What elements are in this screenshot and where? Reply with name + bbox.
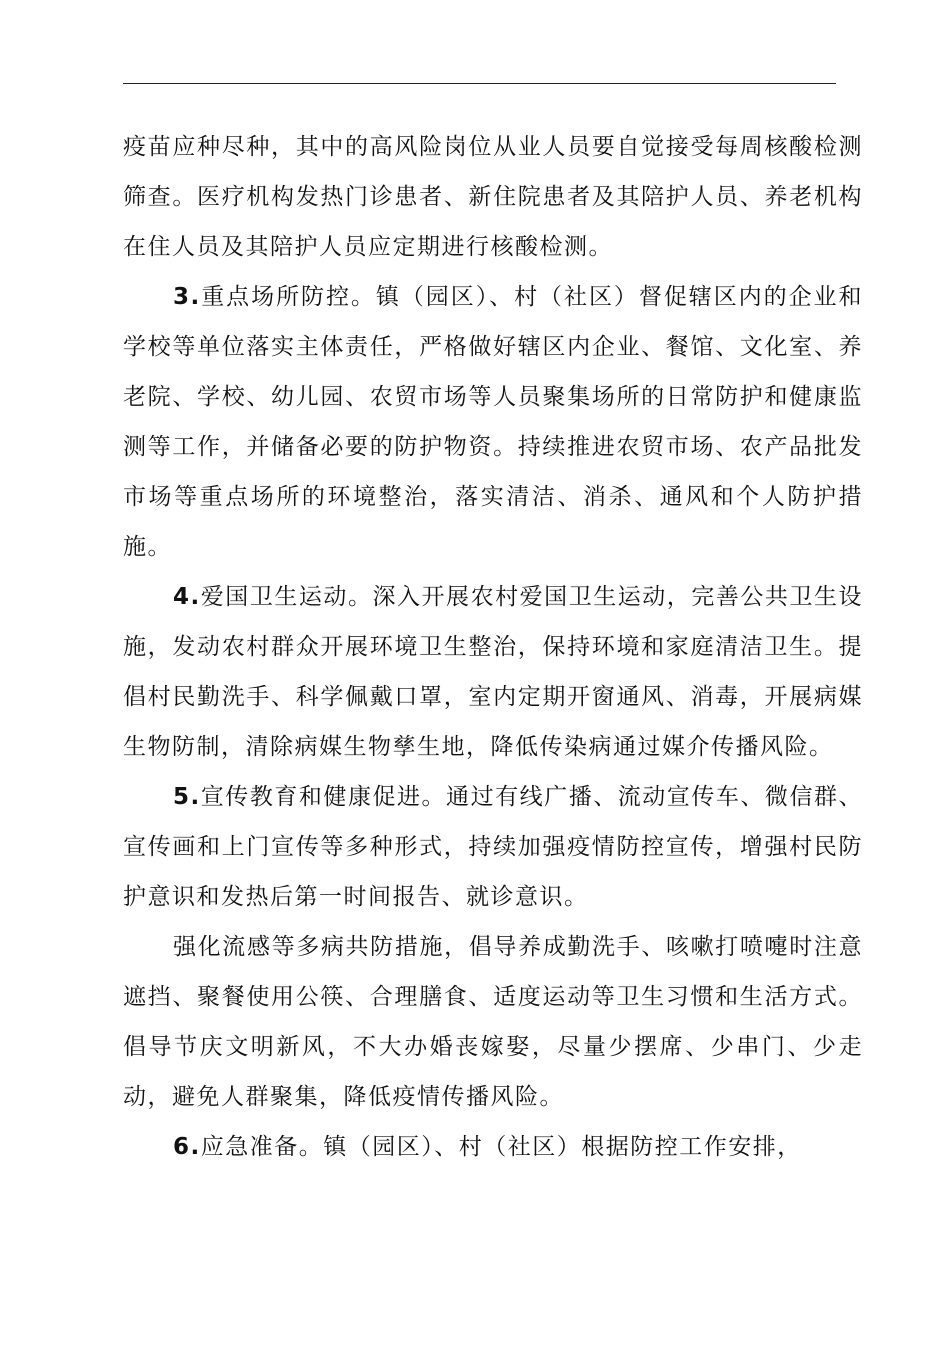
paragraph-text: 疫苗应种尽种，其中的高风险岗位从业人员要自觉接受每周核酸检测筛查。医疗机构发热门诊患者、新住院患者及其陪护人员、养老机构在住人员及其陪护人员应定期进行核酸检测。 — [123, 134, 863, 260]
paragraph-key-places — [123, 272, 863, 572]
paragraph-multi-disease — [123, 922, 863, 1122]
paragraph-text: 宣传教育和健康促进。通过有线广播、流动宣传车、微信群、宣传画和上门宣传等多种形式，持续加强疫情防控宣传，增强村民防护意识和发热后第一时间报告、就诊意识。 — [123, 784, 863, 910]
paragraph-text: 应急准备。镇（园区）、村（社区）根据防控工作安排， — [200, 1134, 802, 1160]
document-body — [123, 122, 863, 1172]
section-number: 3. — [173, 284, 201, 310]
paragraph-continuation — [123, 122, 863, 272]
header-rule — [123, 83, 836, 84]
section-number: 6. — [173, 1134, 201, 1160]
paragraph-text: 爱国卫生运动。深入开展农村爱国卫生运动，完善公共卫生设施，发动农村群众开展环境卫生整治，保持环境和家庭清洁卫生。提倡村民勤洗手、科学佩戴口罩，室内定期开窗通风、消毒，开展病媒生物防制，清除病媒生物孳生地，降低传染病通过媒介传播风险。 — [123, 584, 863, 760]
paragraph-publicity — [123, 772, 863, 922]
paragraph-text: 强化流感等多病共防措施，倡导养成勤洗手、咳嗽打喷嚏时注意遮挡、聚餐使用公筷、合理膳食、适度运动等卫生习惯和生活方式。倡导节庆文明新风，不大办婚丧嫁娶，尽量少摆席、少串门、少走动，避免人群聚集，降低疫情传播风险。 — [123, 934, 863, 1110]
paragraph-patriotic-health — [123, 572, 863, 772]
section-number: 5. — [173, 784, 201, 810]
paragraph-text: 重点场所防控。镇（园区）、村（社区）督促辖区内的企业和学校等单位落实主体责任，严格做好辖区内企业、餐馆、文化室、养老院、学校、幼儿园、农贸市场等人员聚集场所的日常防护和健康监测等工作，并储备必要的防护物资。持续推进农贸市场、农产品批发市场等重点场所的环境整治，落实清洁、消杀、通风和个人防护措施。 — [123, 284, 863, 560]
section-number: 4. — [173, 584, 201, 610]
paragraph-emergency — [123, 1122, 863, 1172]
